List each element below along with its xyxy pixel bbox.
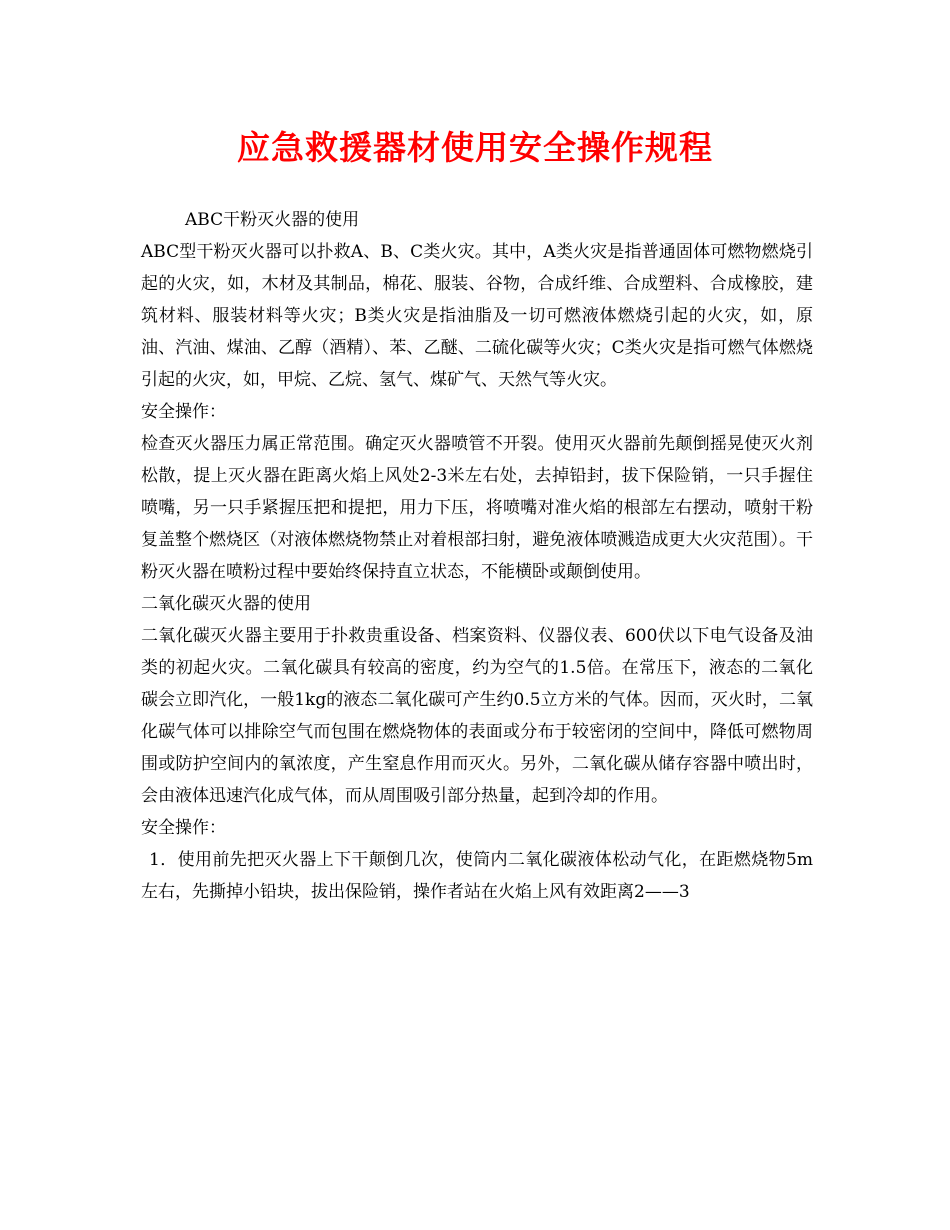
section-heading-co2-extinguisher: 二氧化碳灭火器的使用 [141,594,311,614]
paragraph-abc-description: ABC型干粉灭火器可以扑救A、B、C类火灾。其中，A类火灾是指普通固体可燃物燃烧引起的火灾，如，木材及其制品，棉花、服装、谷物，合成纤维、合成塑料、合成橡胶，建筑材料、服装材料等火灾；B类火灾是指油脂及一切可燃液体燃烧引起的火灾，如，原油、汽油、煤油、乙醇（酒精）、苯、乙醚、二硫化碳等火灾；C类火灾是指可燃气体燃烧引起的火灾，如，甲烷、乙烷、氢气、煤矿气、天然气等火灾。 [141,242,813,390]
document-body [141,204,813,908]
paragraph-co2-description: 二氧化碳灭火器主要用于扑救贵重设备、档案资料、仪器仪表、600伏以下电气设备及油类的初起火灾。二氧化碳具有较高的密度，约为空气的1.5倍。在常压下，液态的二氧化碳会立即汽化，一般1kg的液态二氧化碳可产生约0.5立方米的气体。因而，灭火时，二氧化碳气体可以排除空气而包围在燃烧物体的表面或分布于较密闭的空间中，降低可燃物周围或防护空间内的氧浓度，产生窒息作用而灭火。另外，二氧化碳从储存容器中喷出时，会由液体迅速汽化成气体，而从周围吸引部分热量，起到冷却的作用。 [141,626,813,806]
paragraph-abc-operation: 检查灭火器压力属正常范围。确定灭火器喷管不开裂。使用灭火器前先颠倒摇晃使灭火剂松散，提上灭火器在距离火焰上风处2-3米左右处，去掉铅封，拔下保险销，一只手握住喷嘴，另一只手紧握压把和提把，用力下压，将喷嘴对准火焰的根部左右摆动，喷射干粉复盖整个燃烧区（对液体燃烧物禁止对着根部扫射，避免液体喷溅造成更大火灾范围）。干粉灭火器在喷粉过程中要始终保持直立状态，不能横卧或颠倒使用。 [141,434,813,582]
section-label-safety-operation: 安全操作： [141,818,226,838]
section-label-safety-operation: 安全操作： [141,402,226,422]
document-title: 应急救援器材使用安全操作规程 [237,128,713,167]
list-item-co2-step-1: 1．使用前先把灭火器上下干颠倒几次，使筒内二氧化碳液体松动气化，在距燃烧物5m左右，先撕掉小铅块，拔出保险销，操作者站在火焰上风有效距离2——3 [141,850,813,902]
section-heading-abc-extinguisher: ABC干粉灭火器的使用 [185,210,360,230]
